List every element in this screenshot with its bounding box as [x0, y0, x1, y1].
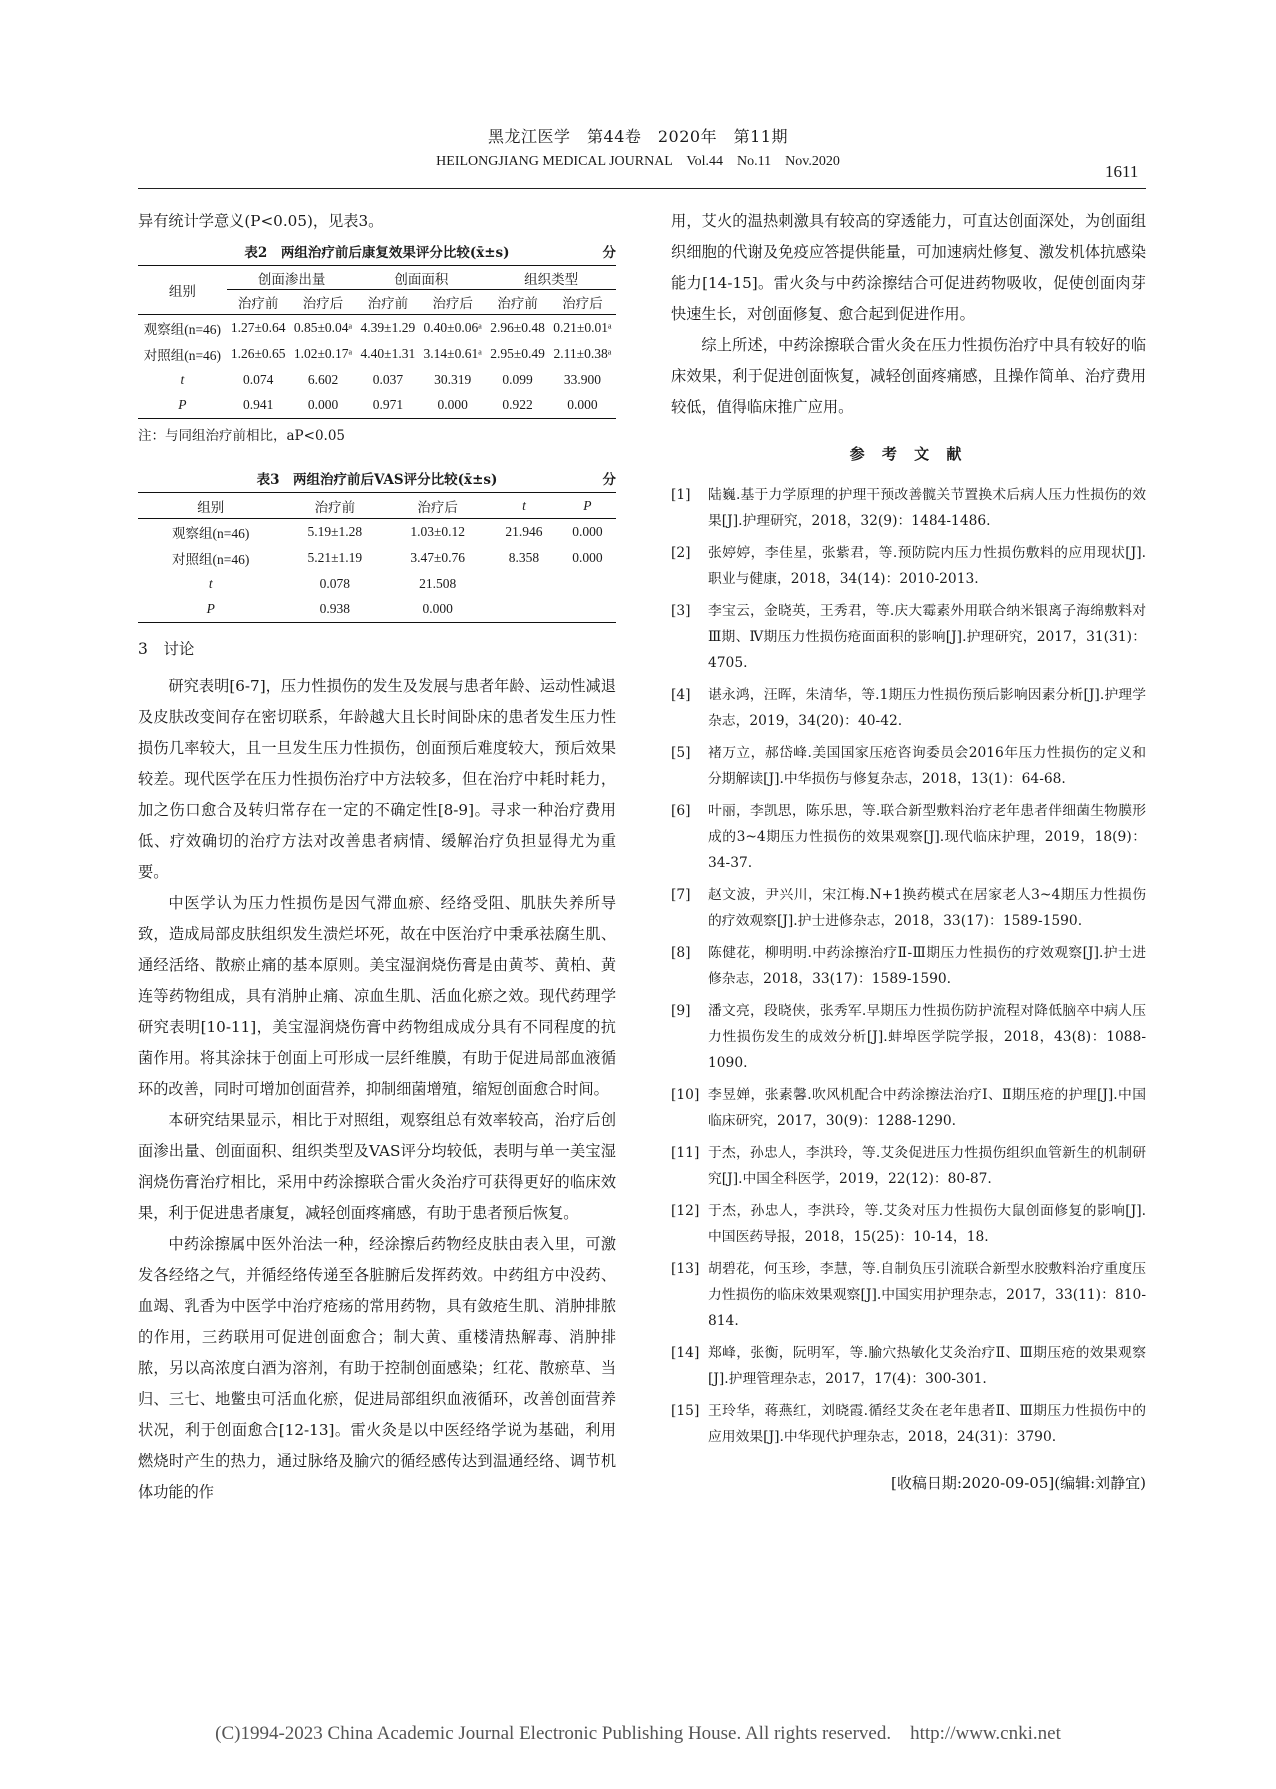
table-cell: 0.000 [549, 393, 616, 419]
table-cell: P [138, 597, 283, 623]
table2-sub-before: 治疗前 [357, 290, 420, 315]
table-cell: 0.099 [502, 371, 533, 387]
table-cell: 0.037 [372, 371, 404, 387]
table-cell: 1.27±0.64 [230, 319, 286, 335]
table-cell: 0.078 [319, 575, 351, 591]
table-cell: 0.000 [419, 393, 486, 419]
section-title: 3 讨论 [138, 640, 195, 658]
table3-header: 治疗前 [283, 493, 386, 519]
reference-number: [11] [671, 1145, 700, 1161]
reference-text: 于杰，孙忠人，李洪玲，等.艾灸对压力性损伤大鼠创面修复的影响[J].中国医药导报，2018，15(25)：10-14，18. [708, 1203, 1146, 1245]
reference-text: 王玲华，蒋燕红，刘晓霞.循经艾灸在老年患者Ⅱ、Ⅲ期压力性损伤中的应用效果[J].中华现代护理杂志，2018，24(31)：3790. [708, 1403, 1146, 1445]
table-cell: t [208, 575, 213, 591]
reference-item [671, 940, 1146, 992]
reference-number: [4] [671, 687, 691, 703]
table-cell: 1.26±0.65 [230, 345, 286, 361]
paragraph: 研究表明[6-7]，压力性损伤的发生及发展与患者年龄、运动性减退及皮肤改变间存在密切联系，年龄越大且长时间卧床的患者发生压力性损伤几率较大，且一旦发生压力性损伤，创面预后难度较大，预后效果较差。现代医学在压力性损伤治疗中方法较多，但在治疗中耗时耗力，加之伤口愈合及转归常存在一定的不确定性[8-9]。寻求一种治疗费用低、疗效确切的治疗方法对改善患者病情、缓解治疗负担显得尤为重要。 [138, 677, 616, 881]
reference-number: [9] [671, 1003, 691, 1019]
table3 [138, 468, 616, 623]
reference-number: [8] [671, 945, 691, 961]
table-cell: 4.40±1.31 [360, 345, 416, 361]
received-date: [收稿日期:2020-09-05](编辑:刘静宜) [890, 1474, 1146, 1492]
table-row [138, 519, 616, 545]
reference-text: 谌永鸿，汪晖，朱清华，等.1期压力性损伤预后影响因素分析[J].护理学杂志，2019，34(20)：40-42. [708, 687, 1146, 729]
table3-header: 组别 [138, 493, 283, 519]
table-cell [489, 597, 559, 623]
journal-header-cn: 黑龙江医学 第44卷 2020年 第11期 [488, 127, 788, 146]
table-cell: 0.000 [572, 549, 603, 565]
reference-item [671, 1398, 1146, 1450]
reference-item [671, 798, 1146, 876]
table2-colgroup-1: 创面面积 [357, 266, 487, 290]
reference-text: 赵文波，尹兴川，宋江梅.N+1换药模式在居家老人3~4期压力性损伤的疗效观察[J].护士进修杂志，2018，33(17)：1589-1590. [708, 887, 1146, 929]
table-cell: 0.000 [290, 393, 357, 419]
references-title: 参 考 文 献 [849, 445, 968, 463]
reference-item [671, 1256, 1146, 1334]
table-cell: 30.319 [434, 371, 472, 387]
journal-header-en: HEILONGJIANG MEDICAL JOURNAL Vol.44 No.11 Nov.2020 [436, 154, 840, 169]
table2-unit: 分 [602, 245, 616, 261]
table2-caption-text: 表2 两组治疗前后康复效果评分比较(x̄±s) [244, 245, 510, 261]
reference-text: 李昱婵，张素馨.吹风机配合中药涂擦法治疗Ⅰ、Ⅱ期压疮的护理[J].中国临床研究，2017，30(9)：1288-1290. [708, 1087, 1146, 1129]
reference-number: [10] [671, 1087, 700, 1103]
reference-list [671, 482, 1146, 1450]
table3-caption-text: 表3 两组治疗前后VAS评分比较(x̄±s) [256, 472, 498, 488]
table-cell: t [180, 371, 185, 387]
table-cell: 0.941 [227, 393, 290, 419]
table-row [138, 315, 616, 341]
table2-sub-before: 治疗前 [227, 290, 290, 315]
reference-item [671, 1340, 1146, 1392]
table-cell: 6.602 [307, 371, 339, 387]
table-cell: 0.971 [357, 393, 420, 419]
table-row [138, 341, 616, 367]
table-cell: P [138, 393, 227, 419]
reference-item [671, 598, 1146, 676]
table2-sub-after: 治疗后 [290, 290, 357, 315]
table-cell: 0.922 [486, 393, 549, 419]
paragraph: 用，艾火的温热刺激具有较高的穿透能力，可直达创面深处，为创面组织细胞的代谢及免疫应答提供能量，可加速病灶修复、激发机体抗感染能力[14-15]。雷火灸与中药涂擦结合可促进药物吸收，促使创面肉芽快速生长，对创面修复、愈合起到促进作用。 [671, 212, 1146, 323]
reference-item [671, 1140, 1146, 1192]
left-column [138, 206, 616, 1508]
reference-number: [7] [671, 887, 691, 903]
reference-number: [12] [671, 1203, 700, 1219]
table-cell: 4.39±1.29 [360, 319, 416, 335]
table-cell: 5.19±1.28 [307, 523, 363, 539]
table3-header: 治疗后 [386, 493, 489, 519]
table-cell: 0.074 [242, 371, 274, 387]
reference-number: [13] [671, 1261, 700, 1277]
table-cell: 0.938 [283, 597, 386, 623]
table-cell: 21.946 [505, 523, 543, 539]
copyright-footer: (C)1994-2023 China Academic Journal Electronic Publishing House. All rights reserved. http://www.cnki.net [215, 1723, 1061, 1744]
table-row [138, 367, 616, 393]
table-row [138, 545, 616, 571]
reference-text: 潘文亮，段晓侠，张秀军.早期压力性损伤防护流程对降低脑卒中病人压力性损伤发生的成效分析[J].蚌埠医学院学报，2018，43(8)：1088-1090. [708, 1003, 1146, 1071]
reference-number: [1] [671, 487, 691, 503]
reference-number: [2] [671, 545, 691, 561]
table-cell [489, 571, 559, 597]
table3-unit: 分 [602, 472, 616, 488]
table-cell: 8.358 [508, 549, 540, 565]
reference-text: 陆巍.基于力学原理的护理干预改善髋关节置换术后病人压力性损伤的效果[J].护理研究，2018，32(9)：1484-1486. [708, 487, 1146, 529]
table-cell: 观察组(n=46) [172, 525, 250, 541]
reference-item [671, 998, 1146, 1076]
paragraph: 中药涂擦属中医外治法一种，经涂擦后药物经皮肤由表入里，可激发各经络之气，并循经络传递至各脏腑后发挥药效。中药组方中没药、血竭、乳香为中医学中治疗疮疡的常用药物，具有敛疮生肌、消肿排脓的作用，三药联用可促进创面愈合；制大黄、重楼清热解毒、消肿排脓，另以高浓度白酒为溶剂，有助于控制创面感染；红花、散瘀草、当归、三七、地鳖虫可活血化瘀，促进局部组织血液循环，改善创面营养状况，利于创面愈合[12-13]。雷火灸是以中医经络学说为基础，利用燃烧时产生的热力，通过脉络及腧穴的循经感传达到温通经络、调节机体功能的作 [138, 1235, 616, 1501]
table-cell: 2.11±0.38ᵃ [553, 345, 612, 361]
reference-item [671, 682, 1146, 734]
table2-colgroup-0: 创面渗出量 [227, 266, 357, 290]
reference-item [671, 540, 1146, 592]
table3-grid [138, 492, 616, 623]
table-cell: 5.21±1.19 [307, 549, 363, 565]
table2-colgroup-2: 组织类型 [486, 266, 616, 290]
table-cell: 0.000 [572, 523, 603, 539]
table2-sub-before: 治疗前 [486, 290, 549, 315]
table-cell: 对照组(n=46) [143, 347, 222, 363]
reference-text: 胡碧花，何玉珍，李慧，等.自制负压引流联合新型水胶敷料治疗重度压力性损伤的临床效果观察[J].中国实用护理杂志，2017，33(11)：810-814. [708, 1261, 1146, 1329]
table-cell: 0.85±0.04ᵃ [293, 319, 353, 335]
reference-text: 张婷婷，李佳星，张紫君，等.预防院内压力性损伤敷料的应用现状[J].职业与健康，2018，34(14)：2010-2013. [708, 545, 1146, 587]
table-cell: 33.900 [563, 371, 602, 387]
reference-text: 郑峰，张衡，阮明军，等.腧穴热敏化艾灸治疗Ⅱ、Ⅲ期压疮的效果观察[J].护理管理杂志，2017，17(4)：300-301. [708, 1345, 1146, 1387]
reference-item [671, 1198, 1146, 1250]
table-cell: 观察组(n=46) [143, 321, 222, 337]
table-cell: 对照组(n=46) [172, 551, 250, 567]
reference-item [671, 740, 1146, 792]
page-number: 1611 [1105, 162, 1139, 181]
paragraph: 本研究结果显示，相比于对照组，观察组总有效率较高，治疗后创面渗出量、创面面积、组织类型及VAS评分均较低，表明与单一美宝湿润烧伤膏治疗相比，采用中药涂擦联合雷火灸治疗可获得更好的临床效果，利于促进患者康复，减轻创面疼痛感，有助于患者预后恢复。 [138, 1111, 616, 1222]
table2 [138, 241, 616, 444]
table-cell: 0.21±0.01ᵃ [553, 319, 612, 335]
table3-header: t [489, 493, 559, 519]
header-rule [138, 188, 1146, 189]
reference-text: 叶丽，李凯思，陈乐思，等.联合新型敷料治疗老年患者伴细菌生物膜形成的3~4期压力性损伤的效果观察[J].现代临床护理，2019，18(9)：34-37. [708, 803, 1146, 871]
table3-caption [138, 468, 616, 492]
table2-sub-after: 治疗后 [419, 290, 486, 315]
reference-text: 褚万立，郝岱峰.美国国家压疮咨询委员会2016年压力性损伤的定义和分期解读[J].中华损伤与修复杂志，2018，13(1)：64-68. [708, 745, 1146, 787]
table-cell: 2.96±0.48 [490, 319, 545, 335]
table-cell: 0.40±0.06ᵃ [423, 319, 482, 335]
table-row [138, 393, 616, 419]
table2-caption [138, 241, 616, 265]
table2-grid [138, 265, 616, 419]
table-cell: 1.03±0.12 [410, 523, 465, 539]
table2-sub-after: 治疗后 [549, 290, 616, 315]
reference-number: [5] [671, 745, 691, 761]
reference-number: [6] [671, 803, 691, 819]
table-cell: 2.95±0.49 [490, 345, 545, 361]
table3-header: P [559, 493, 616, 519]
table-cell: 3.47±0.76 [410, 549, 465, 565]
reference-text: 于杰，孙忠人，李洪玲，等.艾灸促进压力性损伤组织血管新生的机制研究[J].中国全科医学，2019，22(12)：80-87. [708, 1145, 1146, 1187]
table2-note: 注：与同组治疗前相比，aP<0.05 [138, 428, 346, 444]
right-column [671, 206, 1146, 1493]
table-cell [559, 571, 616, 597]
table-row [138, 571, 616, 597]
table-cell: 21.508 [419, 575, 457, 591]
paragraph: 中医学认为压力性损伤是因气滞血瘀、经络受阻、肌肤失养所导致，造成局部皮肤组织发生溃烂坏死，故在中医治疗中秉承祛腐生肌、通经活络、散瘀止痛的基本原则。美宝湿润烧伤膏是由黄芩、黄柏、黄连等药物组成，具有消肿止痛、凉血生肌、活血化瘀之效。现代药理学研究表明[10-11]，美宝湿润烧伤膏中药物组成成分具有不同程度的抗菌作用。将其涂抹于创面上可形成一层纤维膜，有助于促进局部血液循环的改善，同时可增加创面营养，抑制细菌增殖，缩短创面愈合时间。 [138, 894, 616, 1098]
table2-group-header: 组别 [138, 266, 227, 315]
reference-number: [14] [671, 1345, 700, 1361]
reference-number: [15] [671, 1403, 700, 1419]
table-cell [559, 597, 616, 623]
paragraph: 综上所述，中药涂擦联合雷火灸在压力性损伤治疗中具有较好的临床效果，利于促进创面恢复，减轻创面疼痛感，且操作简单、治疗费用较低，值得临床推广应用。 [671, 336, 1146, 416]
intro-line: 异有统计学意义(P<0.05)，见表3。 [138, 212, 384, 230]
reference-text: 陈健花，柳明明.中药涂擦治疗Ⅱ-Ⅲ期压力性损伤的疗效观察[J].护士进修杂志，2018，33(17)：1589-1590. [708, 945, 1146, 987]
reference-text: 李宝云，金晓英，王秀君，等.庆大霉素外用联合纳米银离子海绵敷料对Ⅲ期、Ⅳ期压力性损伤疮面面积的影响[J].护理研究，2017，31(31)：4705. [708, 603, 1146, 671]
table-cell: 3.14±0.61ᵃ [423, 345, 482, 361]
table-row [138, 597, 616, 623]
reference-item [671, 482, 1146, 534]
table-cell: 1.02±0.17ᵃ [293, 345, 353, 361]
table-cell: 0.000 [386, 597, 489, 623]
reference-item [671, 1082, 1146, 1134]
reference-number: [3] [671, 603, 691, 619]
reference-item [671, 882, 1146, 934]
